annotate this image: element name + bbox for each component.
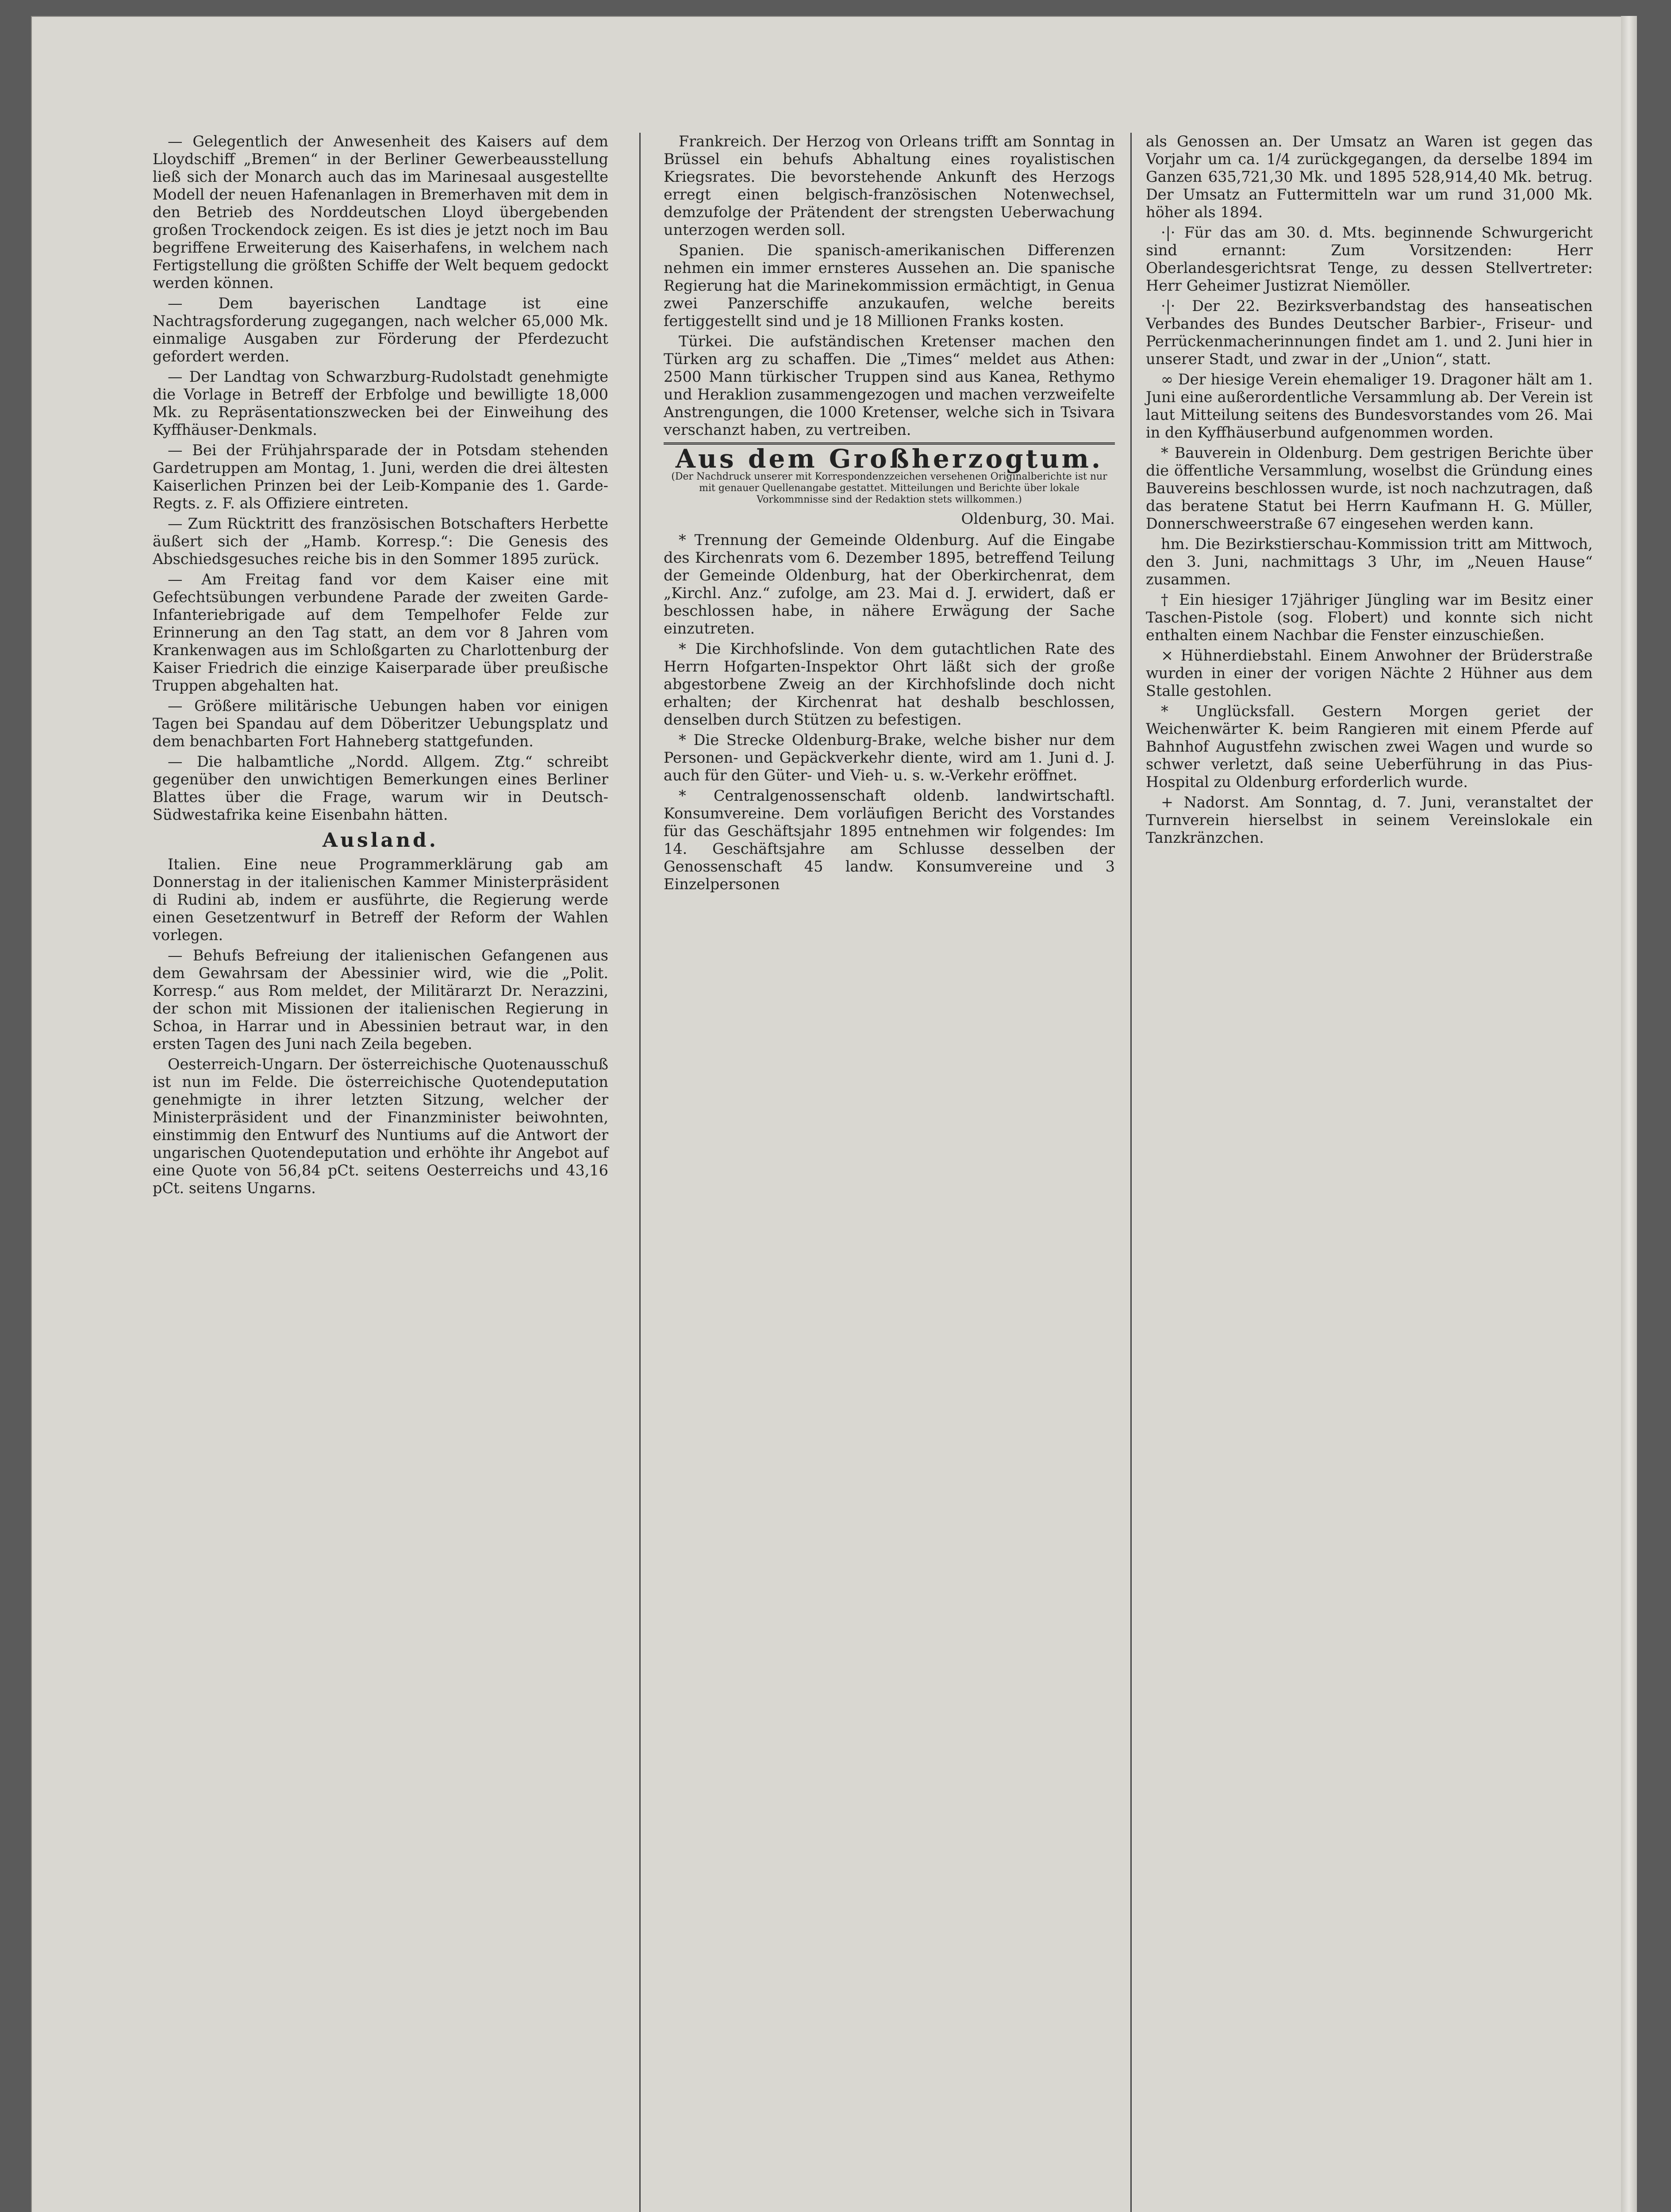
column-middle xyxy=(664,133,1115,896)
article-paragraph: Oesterreich-Ungarn. Der österreichische Quotenausschuß ist nun im Felde. Die österreichische Quotendeputation genehmigte in ihrer letzten Sitzung, welcher der Ministerpräsident und der Finanzminister beiwohnten, einstimmig den Entwurf des Nuntiums auf die Antwort der ungarischen Quotendeputation und erhöhte ihr Angebot auf eine Quote von 56,84 pCt. seitens Oesterreichs und 43,16 pCt. seitens Ungarns. xyxy=(153,1056,608,1197)
article-paragraph: Italien. Eine neue Programmerklärung gab am Donnerstag in der italienischen Kammer Ministerpräsident di Rudini ab, indem er ausführte, die Regierung werde einen Gesetzentwurf in Betreff der Reform der Wahlen vorlegen. xyxy=(153,856,608,944)
article-paragraph: Türkei. Die aufständischen Kretenser machen den Türken arg zu schaffen. Die „Times“ meldet aus Athen: 2500 Mann türkischer Truppen sind aus Kanea, Rethymo und Heraklion zusammengezogen und machen verzweifelte Anstrengungen, die 1000 Kretenser, welche sich in Tsivara verschanzt haben, zu vertreiben. xyxy=(664,333,1115,438)
article-paragraph: — Behufs Befreiung der italienischen Gefangenen aus dem Gewahrsam der Abessinier wird, wie die „Polit. Korresp.“ aus Rom meldet, der Militärarzt Dr. Nerazzini, der schon mit Missionen der italienischen Regierung in Schoa, in Harrar und in Abessinien betraut war, in den ersten Tagen des Juni nach Zeila begeben. xyxy=(153,947,608,1052)
article-paragraph: — Der Landtag von Schwarzburg-Rudolstadt genehmigte die Vorlage in Betreff der Erbfolge und bewilligte 18,000 Mk. zu Repräsentationszwecken bei der Einweihung des Kyffhäuser-Denkmals. xyxy=(153,368,608,438)
article-paragraph: — Die halbamtliche „Nordd. Allgem. Ztg.“ schreibt gegenüber den unwichtigen Bemerkungen eines Berliner Blattes über die Frage, warum wir in Deutsch-Südwestafrika keine Eisenbahn hätten. xyxy=(153,753,608,823)
article-paragraph: — Größere militärische Uebungen haben vor einigen Tagen bei Spandau auf dem Döberitzer Uebungsplatz und dem benachbarten Fort Hahneberg stattgefunden. xyxy=(153,697,608,750)
dateline: Oldenburg, 30. Mai. xyxy=(961,510,1115,528)
article-paragraph: — Bei der Frühjahrsparade der in Potsdam stehenden Gardetruppen am Montag, 1. Juni, werden die drei ältesten Kaiserlichen Prinzen bei der Leib-Kompanie des 1. Garde-Regts. z. F. als Offiziere eintreten. xyxy=(153,442,608,512)
page-edge xyxy=(1621,16,1637,2212)
article-paragraph: Spanien. Die spanisch-amerikanischen Differenzen nehmen ein immer ernsteres Aussehen an. Die spanische Regierung hat die Marinekommission ermächtigt, in Genua zwei Panzerschiffe anzukaufen, welche bereits fertiggestellt sind und je 18 Millionen Franks kosten. xyxy=(664,242,1115,330)
section-heading-grossherzogtum: Aus dem Großherzogtum. xyxy=(664,442,1115,468)
article-paragraph: Frankreich. Der Herzog von Orleans trifft am Sonntag in Brüssel ein behufs Abhaltung eines royalistischen Kriegsrates. Die bevorstehende Ankunft des Herzogs erregt einen belgisch-französischen Notenwechsel, demzufolge der Prätendent der strengsten Ueberwachung unterzogen werden soll. xyxy=(664,133,1115,238)
article-paragraph: * Bauverein in Oldenburg. Dem gestrigen Berichte über die öffentliche Versammlung, woselbst die Gründung eines Bauvereins beschlossen wurde, ist noch nachzutragen, daß das beratene Statut bei Herrn Kaufmann H. G. Müller, Donnerschweerstraße 67 eingesehen werden kann. xyxy=(1146,444,1593,532)
article-paragraph: * Die Kirchhofslinde. Von dem gutachtlichen Rate des Herrn Hofgarten-Inspektor Ohrt läßt sich der große abgestorbene Zweig an der Kirchhofslinde doch nicht erhalten; der Kirchenrat hat deshalb beschlossen, denselben durch Stützen zu befestigen. xyxy=(664,640,1115,728)
reprint-note: (Der Nachdruck unserer mit Korrespondenzzeichen versehenen Originalberichte ist nur mit genauer Quellenangabe gestattet. Mitteilungen und Berichte über lokale Vorkommnisse sind der Redaktion stets willkommen.) xyxy=(671,471,1107,505)
article-paragraph: * Die Strecke Oldenburg-Brake, welche bisher nur dem Personen- und Gepäckverkehr diente, wird am 1. Juni d. J. auch für den Güter- und Vieh- u. s. w.-Verkehr eröffnet. xyxy=(664,731,1115,784)
article-paragraph: * Centralgenossenschaft oldenb. landwirtschaftl. Konsumvereine. Dem vorläufigen Bericht des Vorstandes für das Geschäftsjahr 1895 entnehmen wir folgendes: Im 14. Geschäftsjahre am Schlusse desselben der Genossenschaft 45 landw. Konsumvereine und 3 Einzelpersonen xyxy=(664,787,1115,893)
article-paragraph: — Gelegentlich der Anwesenheit des Kaisers auf dem Lloydschiff „Bremen“ in der Berliner Gewerbeausstellung ließ sich der Monarch auch das im Marinesaal ausgestellte Modell der neuen Hafenanlagen in Bremerhaven mit dem in den Betrieb des Norddeutschen Lloyd übergebenden großen Trockendock zeigen. Es ist dies je jetzt noch im Bau begriffene Erweiterung des Kaiserhafens, in welchem nach Fertigstellung die größten Schiffe der Welt bequem gedockt werden können. xyxy=(153,133,608,292)
section-heading: Ausland. xyxy=(322,829,439,852)
article-paragraph: hm. Die Bezirkstierschau-Kommission tritt am Mittwoch, den 3. Juni, nachmittags 3 Uhr, im „Neuen Hause“ zusammen. xyxy=(1146,535,1593,588)
article-paragraph: ∞ Der hiesige Verein ehemaliger 19. Dragoner hält am 1. Juni eine außerordentliche Versammlung ab. Der Verein ist laut Mitteilung seitens des Bundesvorstandes vom 26. Mai in den Kyffhäuserbund aufgenommen worden. xyxy=(1146,371,1593,441)
column-rule xyxy=(639,133,641,2212)
article-paragraph: — Am Freitag fand vor dem Kaiser eine mit Gefechtsübungen verbundene Parade der zweiten Garde-Infanteriebrigade auf dem Tempelhofer Felde zur Erinnerung an den Tag statt, an dem vor 8 Jahren vom Krankenwagen aus im Schloßgarten zu Charlottenburg der Kaiser Friedrich die einzige Kaiserparade über preußische Truppen abgehalten hat. xyxy=(153,571,608,694)
article-paragraph: als Genossen an. Der Umsatz an Waren ist gegen das Vorjahr um ca. 1/4 zurückgegangen, da derselbe 1894 im Ganzen 635,721,30 Mk. und 1895 528,914,40 Mk. betrug. Der Umsatz an Futtermitteln war um rund 31,000 Mk. höher als 1894. xyxy=(1146,133,1593,221)
column-right xyxy=(1146,133,1593,849)
article-paragraph: ·|· Für das am 30. d. Mts. beginnende Schwurgericht sind ernannt: Zum Vorsitzenden: Herr Oberlandesgerichtsrat Tenge, zu dessen Stellvertreter: Herr Geheimer Justizrat Niemöller. xyxy=(1146,224,1593,294)
article-paragraph: — Zum Rücktritt des französischen Botschafters Herbette äußert sich der „Hamb. Korresp.“: Die Genesis des Abschiedsgesuches reiche bis in den Sommer 1895 zurück. xyxy=(153,515,608,568)
article-paragraph: * Unglücksfall. Gestern Morgen geriet der Weichenwärter K. beim Rangieren mit einem Pferde auf Bahnhof Augustfehn zwischen zwei Wagen und wurde so schwer verletzt, daß seine Ueberführung in das Pius-Hospital zu Oldenburg erforderlich wurde. xyxy=(1146,703,1593,791)
article-paragraph: + Nadorst. Am Sonntag, d. 7. Juni, veranstaltet der Turnverein hierselbst in seinem Vereinslokale ein Tanzkränzchen. xyxy=(1146,794,1593,846)
article-paragraph: † Ein hiesiger 17jähriger Jüngling war im Besitz einer Taschen-Pistole (sog. Flobert) und konnte sich nicht enthalten einem Nachbar die Fenster einzuschießen. xyxy=(1146,591,1593,644)
article-paragraph: — Dem bayerischen Landtage ist eine Nachtragsforderung zugegangen, nach welcher 65,000 Mk. einmalige Ausgaben zur Förderung der Pferdezucht gefordert werden. xyxy=(153,295,608,365)
column-rule xyxy=(1130,133,1132,2212)
article-paragraph: * Trennung der Gemeinde Oldenburg. Auf die Eingabe des Kirchenrats vom 6. Dezember 1895, betreffend Teilung der Gemeinde Oldenburg, hat der Oberkirchenrat, dem „Kirchl. Anz.“ zufolge, am 23. Mai d. J. erwidert, daß er beschlossen habe, in nähere Erwägung der Sache einzutreten. xyxy=(664,531,1115,637)
article-paragraph: ·|· Der 22. Bezirksverbandstag des hanseatischen Verbandes des Bundes Deutscher Barbier-, Friseur- und Perrückenmacherinnungen findet am 1. und 2. Juni hier in unserer Stadt, und zwar in der „Union“, statt. xyxy=(1146,297,1593,368)
column-left xyxy=(153,133,608,1200)
article-paragraph: × Hühnerdiebstahl. Einem Anwohner der Brüderstraße wurden in einer der vorigen Nächte 2 Hühner aus dem Stalle gestohlen. xyxy=(1146,647,1593,699)
